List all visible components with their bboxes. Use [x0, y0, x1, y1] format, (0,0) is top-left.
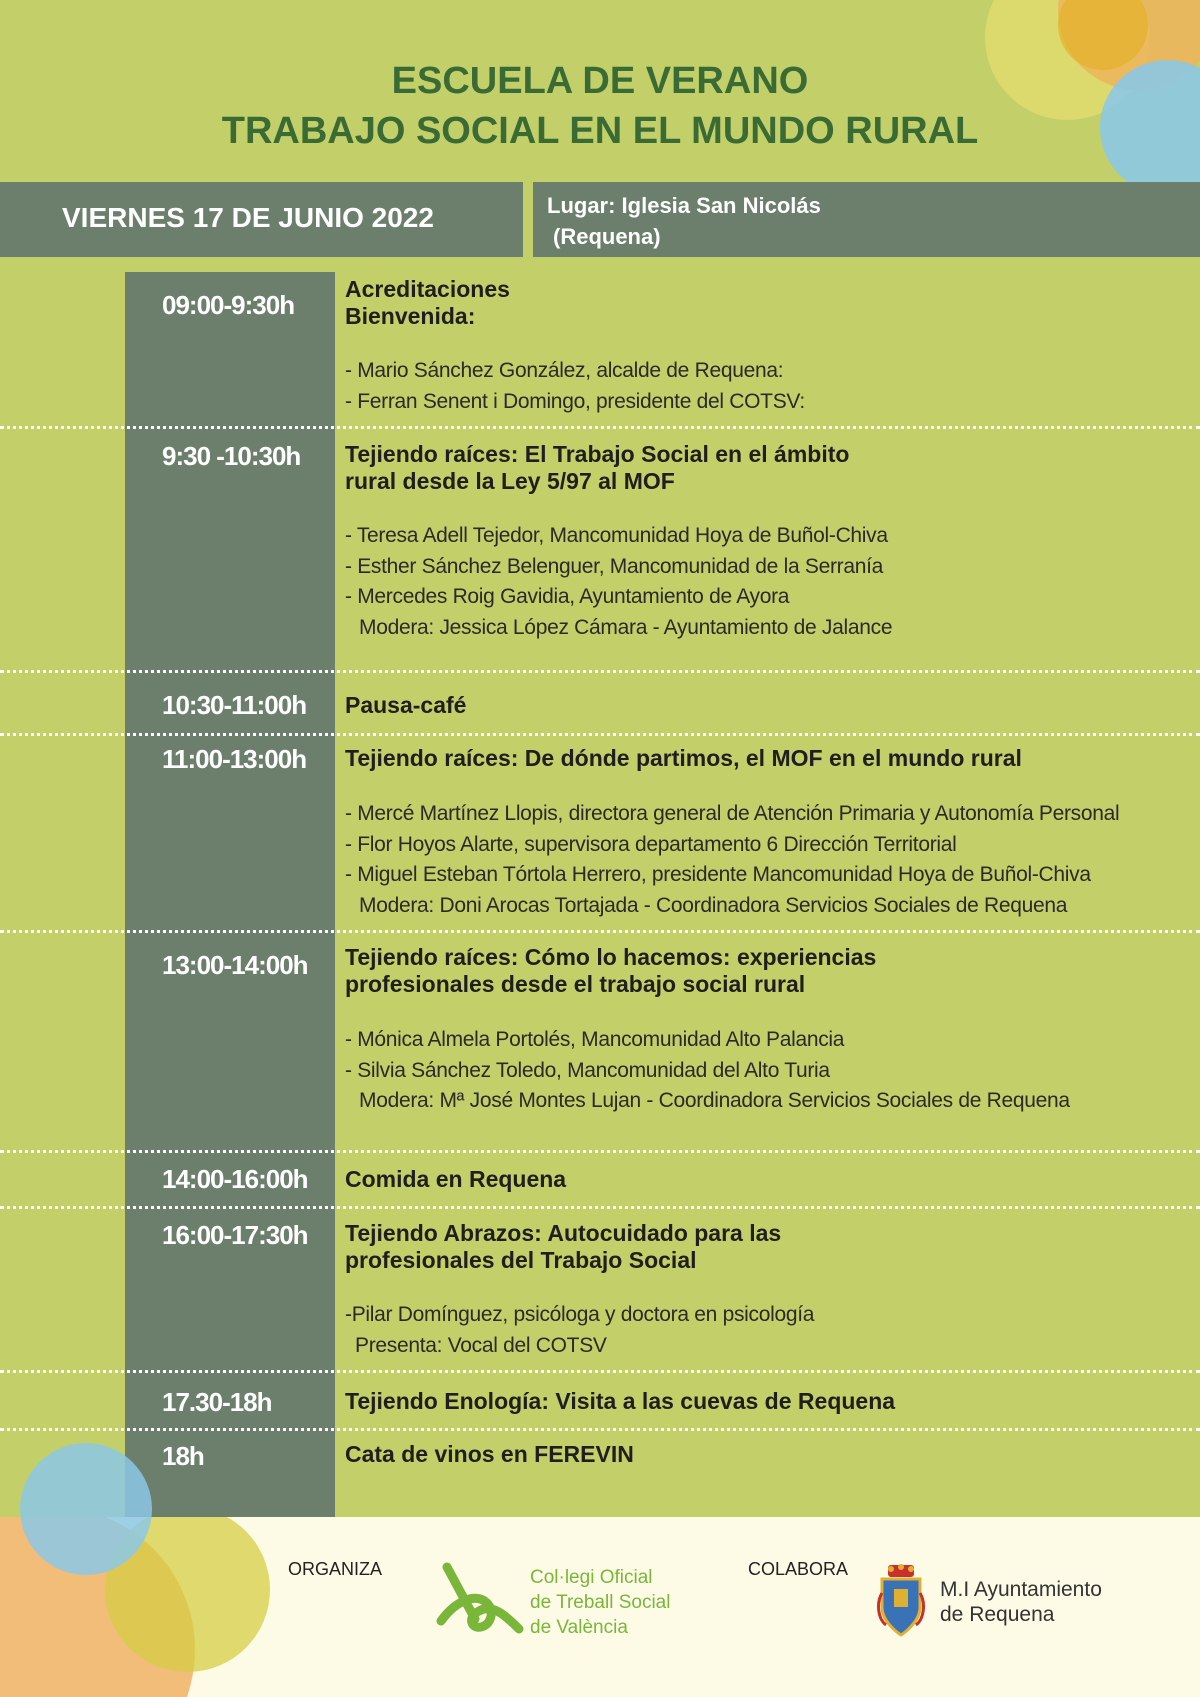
- session-title-line: rural desde la Ley 5/97 al MOF: [345, 468, 675, 494]
- speaker-item: - Esther Sánchez Belenguer, Mancomunidad de la Serranía: [345, 554, 884, 578]
- session-title: [345, 1166, 1175, 1193]
- decor-circle-blue: [20, 1443, 152, 1575]
- session-title-line: Bienvenida:: [345, 303, 476, 329]
- cotsv-logo-icon: [435, 1559, 525, 1639]
- session-title-line: Tejiendo raíces: De dónde partimos, el MOF en el mundo rural: [345, 745, 1022, 771]
- colabora-label: COLABORA: [748, 1559, 849, 1579]
- requena-coat-of-arms-icon: [876, 1563, 926, 1638]
- session-title-line: Acreditaciones: [345, 276, 510, 302]
- session-title: [345, 944, 1175, 998]
- ayto-line: M.I Ayuntamiento: [940, 1578, 1102, 1601]
- separator: [0, 733, 1200, 736]
- speaker-item: - Mario Sánchez González, alcalde de Requena:: [345, 359, 784, 382]
- moderator: Modera: Jessica López Cámara - Ayuntamiento de Jalance: [359, 615, 893, 639]
- session-time: 10:30-11:00h: [162, 690, 307, 720]
- session-title-line: Comida en Requena: [345, 1166, 567, 1192]
- session-title-line: profesionales del Trabajo Social: [345, 1247, 697, 1273]
- speaker-item: - Silvia Sánchez Toledo, Mancomunidad del Alto Turia: [345, 1058, 830, 1082]
- session-title-line: Tejiendo raíces: Cómo lo hacemos: experiencias: [345, 944, 877, 970]
- speaker-item: - Mercedes Roig Gavidia, Ayuntamiento de Ayora: [345, 585, 790, 608]
- speaker-item: - Flor Hoyos Alarte, supervisora departamento 6 Dirección Territorial: [345, 832, 957, 856]
- session-title-line: Tejiendo Enología: Visita a las cuevas de Requena: [345, 1388, 896, 1414]
- title-line-2: TRABAJO SOCIAL EN EL MUNDO RURAL: [221, 110, 979, 152]
- separator: [0, 1150, 1200, 1153]
- organiza-label: ORGANIZA: [288, 1559, 383, 1579]
- session-speakers: [345, 1025, 1195, 1117]
- footer: [0, 1517, 1200, 1697]
- session-title-line: Tejiendo Abrazos: Autocuidado para las: [345, 1220, 782, 1246]
- place-bar: [533, 182, 1200, 257]
- event-place: [547, 190, 821, 252]
- session-title-line: Cata de vinos en FEREVIN: [345, 1441, 634, 1467]
- session-title: [345, 1441, 1175, 1468]
- ayto-line: de Requena: [940, 1603, 1055, 1626]
- session-speakers: [345, 799, 1195, 921]
- session-title: [345, 692, 1175, 719]
- org-line: de València: [530, 1617, 628, 1638]
- event-date: VIERNES 17 DE JUNIO 2022: [62, 202, 434, 233]
- speaker-item: - Miguel Esteban Tórtola Herrero, presidente Mancomunidad Hoya de Buñol-Chiva: [345, 863, 1091, 886]
- title-line-1: ESCUELA DE VERANO: [391, 60, 809, 102]
- ayuntamiento-name: [940, 1577, 1102, 1627]
- session-title-line: Pausa-café: [345, 692, 467, 718]
- speaker-item: - Ferran Senent i Domingo, presidente del COTSV:: [345, 389, 805, 413]
- session-time: 11:00-13:00h: [162, 744, 307, 774]
- moderator: Modera: Doni Arocas Tortajada - Coordinadora Servicios Sociales de Requena: [359, 893, 1068, 917]
- session-time: 16:00-17:30h: [162, 1220, 308, 1250]
- session-time: 09:00-9:30h: [162, 290, 295, 320]
- session-time: 14:00-16:00h: [162, 1164, 308, 1194]
- separator: [0, 1428, 1200, 1431]
- session-title: [345, 1220, 1175, 1274]
- org-line: Col·legi Oficial: [530, 1567, 653, 1588]
- session-title: [345, 441, 1175, 495]
- moderator: Presenta: Vocal del COTSV: [355, 1333, 607, 1357]
- session-time: 18h: [162, 1441, 204, 1471]
- org-line: de Treball Social: [530, 1592, 671, 1613]
- place-line-2: (Requena): [553, 224, 661, 249]
- session-speakers: [345, 521, 1195, 643]
- session-speakers: [345, 1300, 1195, 1361]
- speaker-item: -Pilar Domínguez, psicóloga y doctora en psicología: [345, 1303, 815, 1326]
- separator: [0, 930, 1200, 933]
- page-title: [0, 56, 1200, 156]
- place-line-1: Lugar: Iglesia San Nicolás: [547, 193, 821, 218]
- separator: [0, 1370, 1200, 1373]
- speaker-item: - Mercé Martínez Llopis, directora general de Atención Primaria y Autonomía Personal: [345, 802, 1120, 825]
- session-title: [345, 1388, 1175, 1415]
- date-bar: [0, 182, 523, 257]
- session-title: [345, 276, 1175, 330]
- cotsv-name: [530, 1565, 670, 1640]
- session-time: 17.30-18h: [162, 1387, 272, 1417]
- session-speakers: [345, 356, 1195, 417]
- session-title-line: Tejiendo raíces: El Trabajo Social en el ámbito: [345, 441, 850, 467]
- speaker-item: - Mónica Almela Portolés, Mancomunidad Alto Palancia: [345, 1028, 845, 1051]
- speaker-item: - Teresa Adell Tejedor, Mancomunidad Hoya de Buñol-Chiva: [345, 524, 888, 547]
- moderator: Modera: Mª José Montes Lujan - Coordinadora Servicios Sociales de Requena: [359, 1089, 1070, 1112]
- session-title-line: profesionales desde el trabajo social rural: [345, 971, 806, 997]
- session-title: [345, 745, 1175, 772]
- separator: [0, 426, 1200, 429]
- separator: [0, 1206, 1200, 1209]
- session-time: 9:30 -10:30h: [162, 441, 301, 471]
- session-time: 13:00-14:00h: [162, 950, 308, 980]
- separator: [0, 670, 1200, 673]
